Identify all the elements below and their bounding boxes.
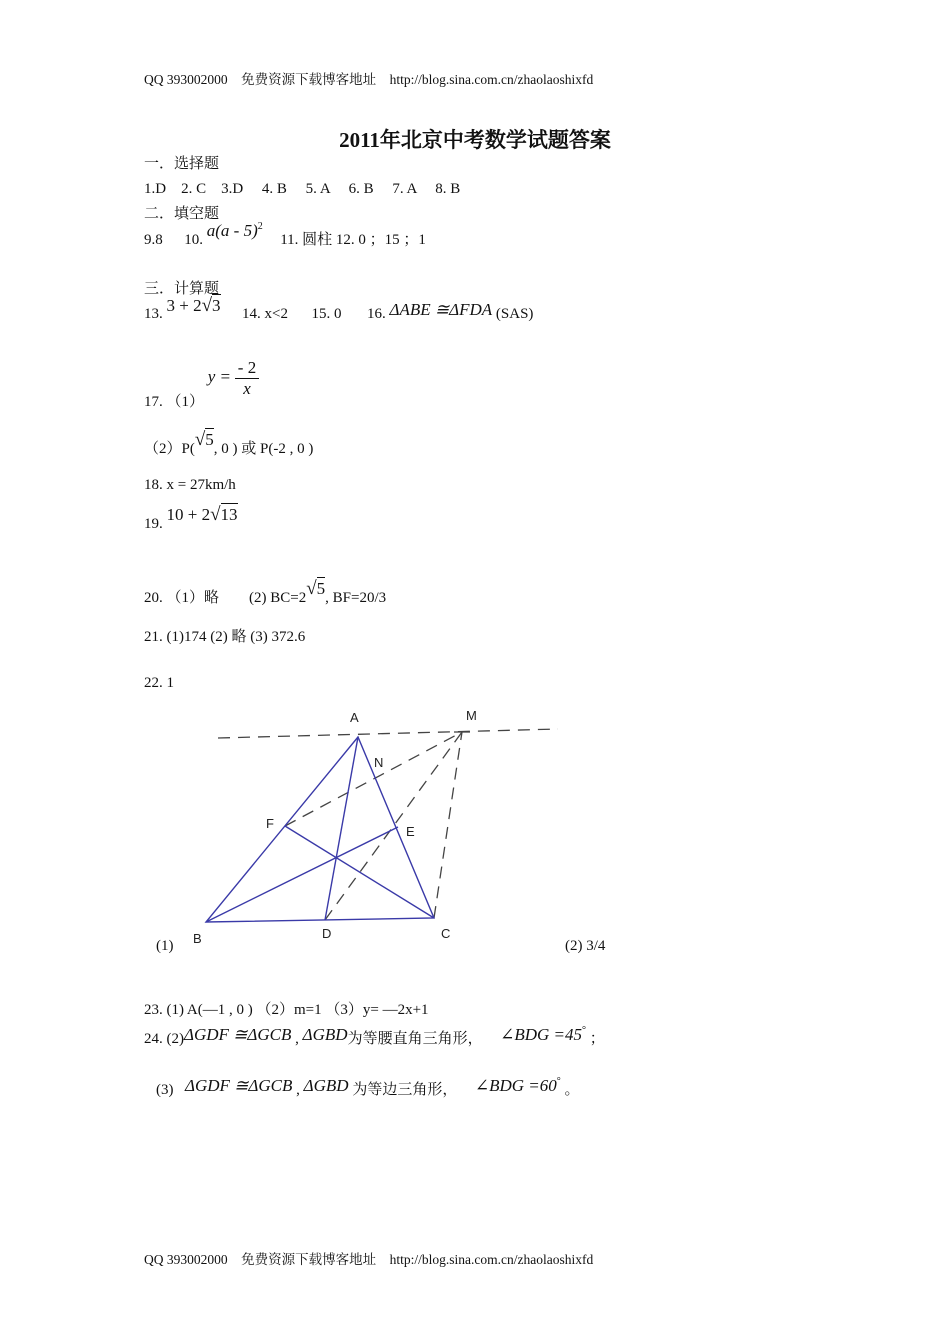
q13-expression: 3 + 2√3	[166, 295, 221, 316]
point-label-a: A	[350, 710, 359, 725]
q20-end: , BF=20/3	[325, 590, 387, 606]
q17-numerator: - 2	[235, 358, 259, 379]
q19-answer	[144, 504, 238, 532]
q17-denominator: x	[243, 379, 251, 398]
q11-12-answers: 11. 圆柱 12. 0 ；15 ；1	[280, 232, 426, 248]
q13-label: 13.	[144, 306, 163, 322]
q24-p2-triangle: ΔGBD	[302, 1025, 348, 1044]
point-label-n: N	[374, 755, 384, 770]
point-label-m: M	[466, 708, 477, 723]
page-footer: QQ 393002000 免费资源下载博客地址 http://blog.sina.com.cn/zhaolaoshixfd	[144, 1252, 594, 1267]
section-heading-choice: 一．选择题	[144, 156, 220, 172]
q17-p2-end: , 0 ) 或 P(-2 , 0 )	[213, 441, 314, 457]
q18-answer: 18. x = 27km/h	[144, 477, 236, 493]
point-label-e: E	[406, 824, 415, 839]
point-label-b: B	[193, 931, 202, 946]
q20-start: 20. （1）略 (2) BC=2	[144, 590, 307, 606]
q17-y: y =	[207, 366, 232, 386]
dashed-line-f-m	[285, 732, 462, 826]
calc-answers	[144, 295, 534, 324]
q10-label: 10.	[184, 232, 203, 248]
q24-label: 24. (2)	[144, 1031, 184, 1047]
page-title: 2011年北京中考数学试题答案	[339, 128, 611, 152]
q24-p2-end: ；	[589, 1031, 605, 1047]
median-b-e	[206, 827, 398, 922]
q24-part2: 24. (2)ΔGDF ≅ΔGCB , ΔGBD为等腰直角三角形， ∠BDG =45° ；	[144, 1025, 605, 1047]
dashed-line-d-m	[325, 732, 462, 920]
q24-p3-desc: 为等边三角形，	[352, 1082, 458, 1098]
q9-answer: 9.8	[144, 232, 163, 248]
point-label-f: F	[266, 816, 274, 831]
q17-part1	[144, 345, 259, 410]
q17-p2-start: （2）P(	[144, 441, 195, 457]
q22-label: 22. 1	[144, 675, 174, 691]
q15-answer: 15. 0	[311, 306, 342, 322]
q24-p3-triangle: ΔGBD	[303, 1076, 349, 1095]
median-a-d	[325, 737, 358, 920]
q19-expression: 10 + 2√13	[166, 504, 238, 525]
q24-p3-label: (3)	[156, 1082, 174, 1098]
q24-p2-congruence: ΔGDF ≅ΔGCB	[184, 1025, 292, 1044]
q24-p2-desc: 为等腰直角三角形，	[347, 1031, 483, 1047]
page-header: QQ 393002000 免费资源下载博客地址 http://blog.sina.com.cn/zhaolaoshixfd	[144, 72, 594, 87]
geometry-figure	[190, 705, 570, 950]
fill-answers	[144, 221, 426, 249]
q20-answer	[144, 578, 387, 608]
q14-answer: 14. x<2	[242, 306, 288, 322]
q17-p2-root: √5	[194, 429, 214, 450]
q23-answer: 23. (1) A(—1 , 0 ) （2）m=1 （3）y= —2x+1	[144, 1002, 429, 1018]
dashed-line-c-m	[434, 732, 462, 918]
q17-label: 17. （1）	[144, 393, 205, 410]
q16-label: 16.	[367, 306, 386, 322]
q24-p3-end: 。	[564, 1082, 580, 1098]
q22-part1-label: (1)	[156, 938, 174, 954]
choice-answers: 1.D 2. C 3.D 4. B 5. A 6. B 7. A 8. B	[144, 181, 461, 197]
q24-p3-angle: ∠BDG =60°	[474, 1076, 561, 1095]
q24-p2-angle: ∠BDG =45°	[500, 1025, 586, 1044]
q24-part3: (3) ΔGDF ≅ΔGCB , ΔGBD 为等边三角形， ∠BDG =60° 。	[156, 1076, 580, 1098]
q16-congruence: ΔABE ≅ΔFDA	[389, 300, 493, 319]
q17-fraction	[235, 358, 259, 399]
q16-note: (SAS)	[495, 306, 534, 322]
point-label-d: D	[322, 926, 332, 941]
q20-root: √5	[306, 578, 326, 599]
q21-answer: 21. (1)174 (2) 略 (3) 372.6	[144, 629, 306, 645]
section-heading-calc: 三．计算题	[144, 281, 220, 297]
q24-p3-congruence: ΔGDF ≅ΔGCB	[185, 1076, 293, 1095]
q17-part2	[144, 429, 314, 459]
q22-part2-answer: (2) 3/4	[565, 938, 606, 954]
q19-label: 19.	[144, 516, 163, 532]
section-heading-fill: 二．填空题	[144, 206, 220, 222]
dashed-line-through-a-m	[218, 729, 558, 738]
q10-expression: a(a - 5)$^2$	[206, 221, 263, 240]
point-label-c: C	[441, 926, 451, 941]
